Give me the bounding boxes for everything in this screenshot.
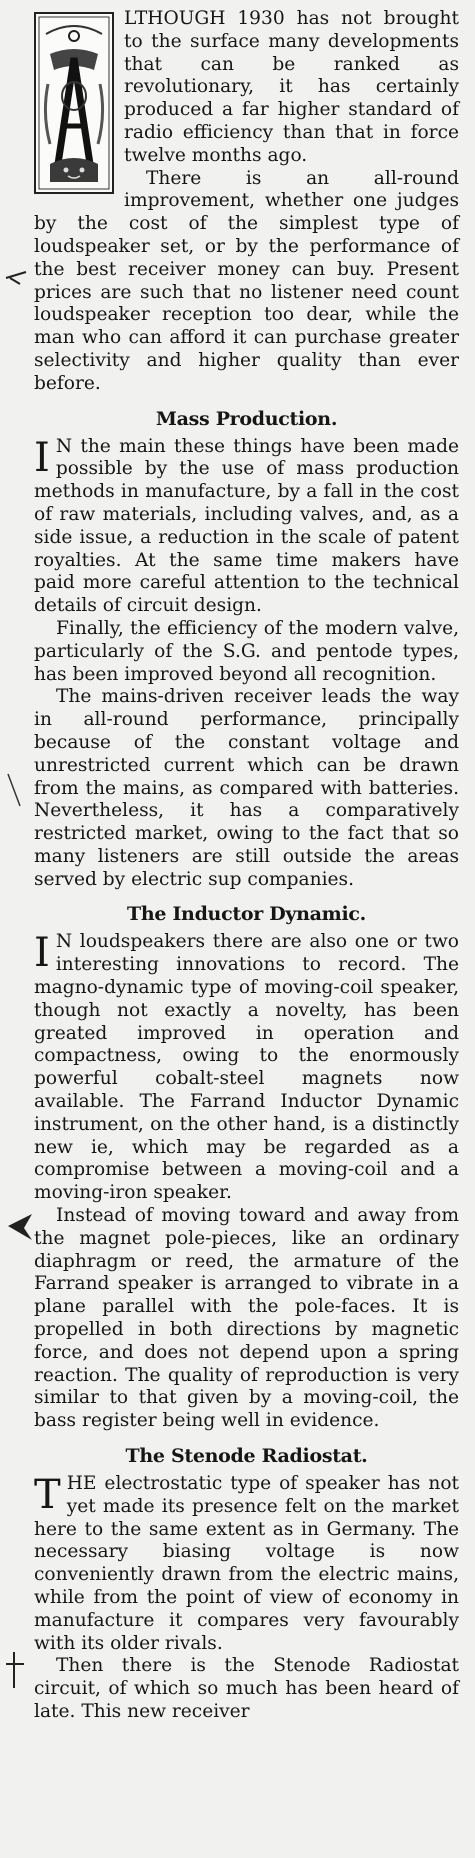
- section-heading-inductor-dynamic: The Inductor Dynamic.: [127, 903, 366, 926]
- svg-text:A: A: [74, 34, 75, 35]
- intro-paragraph-1: LTHOUGH 1930 has not brought to the surface many developments that can be ranked as revolutionary, it has certainly produced a far higher standard of radio efficiency than that in force twelve months ago.: [124, 8, 459, 166]
- stenode-radiostat-paragraph-1: HE electrostatic type of speaker has not yet made its presence felt on the market here to the same extent as in Germany. The necessary biasing voltage is now conveniently drawn from the electric mains, while from the point of view of economy in manufacture it compares very favourably with its older rivals.: [34, 1473, 459, 1654]
- section-initial: I: [34, 930, 50, 977]
- margin-stroke-icon: [4, 770, 26, 810]
- section-initial: T: [34, 1472, 61, 1519]
- stenode-radiostat-paragraph-2: Then there is the Stenode Radiostat circuit, of which so much has been heard of late. This new receiver: [34, 1655, 459, 1722]
- margin-mark-icon: [4, 268, 28, 288]
- ornament-a-icon: [36, 14, 112, 192]
- section-heading-stenode-radiostat: The Stenode Radiostat.: [125, 1445, 368, 1468]
- mass-production-paragraph-2: Finally, the efficiency of the modern valve, particularly of the S.G. and pentode types, has been improved beyond all recognition.: [34, 617, 459, 685]
- mass-production-paragraph-3: The mains-driven receiver leads the way in all-round performance, principally because of the constant voltage and unrestricted current which can be drawn from the mains, as compared with batteries. Nevertheless, it has a comparatively restricted market, owing to the fact that so many listeners are still outside the areas served by electric sup companies.: [34, 686, 459, 890]
- ornamental-dropcap: [34, 12, 114, 194]
- inductor-dynamic-paragraph-1: N loudspeakers there are also one or two interesting innovations to record. The magno-dynamic type of moving-coil speaker, though not exactly a novelty, has been greated improved in operation and compactness, owing to the enormously powerful cobalt-steel magnets now available. The Farrand Inductor Dynamic instrument, on the other hand, is a distinctly new ie, which may be regarded as a compromise between a moving-coil and a moving-iron speaker.: [34, 931, 459, 1204]
- margin-arrow-icon: [4, 1210, 34, 1244]
- section-heading-mass-production: Mass Production.: [155, 407, 338, 430]
- mass-production-paragraph-1: N the main these things have been made possible by the use of mass production methods in manufacture, by a fall in the cost of raw materials, including valves, and, as a side issue, a reduction in the scale of patent royalties. At the same time makers have paid more careful attention to the technical details of circuit design.: [34, 435, 459, 617]
- margin-cross-icon: [4, 1650, 26, 1690]
- section-initial: I: [34, 434, 50, 481]
- inductor-dynamic-paragraph-2: Instead of moving toward and away from the magnet pole-pieces, like an ordinary diaphragm or reed, the armature of the Farrand speaker is arranged to vibrate in a plane parallel with the pole-faces. It is propelled in both directions by magnetic force, and does not depend upon a spring reaction. The quality of reproduction is very similar to that given by a moving-coil, the bass register being well in evidence.: [34, 1205, 459, 1432]
- intro-paragraph-2: There is an all-round improvement, whether one judges by the cost of the simplest type of loudspeaker set, or by the performance of the best receiver money can buy. Present prices are such that no listener need count loudspeaker reception too dear, while the man who can afford it can purchase greater selectivity and higher quality than ever before.: [34, 167, 459, 394]
